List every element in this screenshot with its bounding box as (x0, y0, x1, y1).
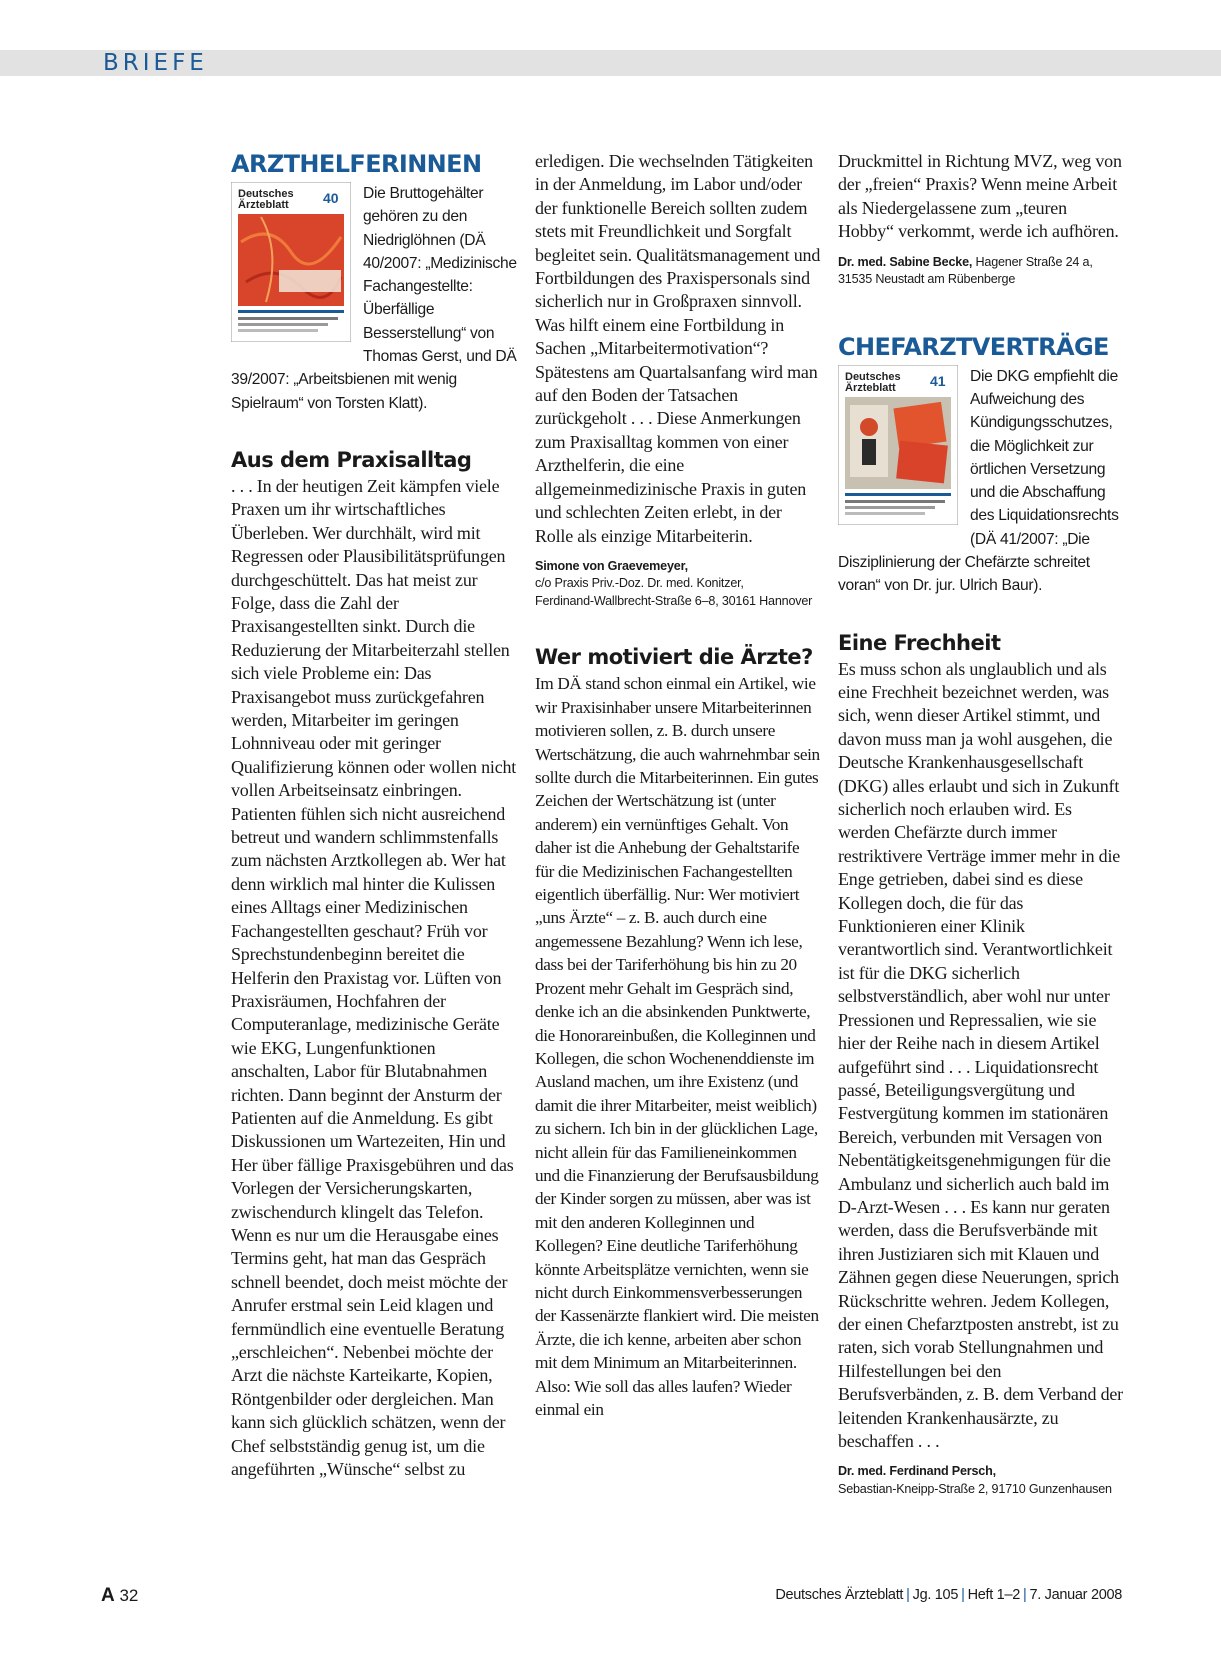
signature-address-line1: Sebastian-Kneipp-Straße 2, 91710 Gunzenhausen (838, 1481, 1112, 1496)
journal-date: 7. Januar 2008 (1029, 1587, 1122, 1603)
signature-address-line1: Hagener Straße 24 a, (972, 254, 1093, 269)
signature-name: Dr. med. Sabine Becke, (838, 254, 973, 269)
column-3 (838, 150, 1125, 1498)
letter-body-continued: Druckmittel in Richtung MVZ, weg von der „freien“ Praxis? Wenn meine Arbeit als Niedergelassene zum „teuren Hobby“ verkommt, werde ich aufhören. (838, 151, 1122, 242)
footer-citation: Deutsches Ärzteblatt | Jg. 105 | Heft 1–2 | 7. Januar 2008 (775, 1587, 1122, 1603)
letter-body-continued: erledigen. Die wechselnden Tätigkeiten in der Anmeldung, im Labor und/oder der funktionelle Bereich sollten zudem stets mit Freundlichkeit und Sorgfalt begleitet sein. Qualitätsmanagement und Fortbildungen des Praxispersonals sind sicherlich nur in Großpraxen sinnvoll. Was hilft einem eine Fortbildung in Sachen „Mitarbeitermotivation“? Spätestens am Quartalsanfang wird man auf den Boden der Tatsachen zurückgeholt . . . Diese Anmerkungen zum Praxisalltag kommen von einer Arzthelferin, die eine allgemeinmedizinische Praxis in guten und schlechten Zeiten erlebt, in der Rolle als einzige Mitarbeiterin. (535, 151, 821, 546)
letter-body-text: Im DÄ stand schon einmal ein Artikel, wie wir Praxisinhaber unsere Mitarbeiterinnen motivieren sollen, z. B. durch unsere Wertschätzung, die auch wahrnehmbar sein sollte durch die Mitarbeiterinnen. Ein gutes Zeichen der Wertschätzung ist (unter anderem) ein vernünftiges Gehalt. Von daher ist die Anhebung der Gehaltstarife für die Medizinischen Fachangestellten eigentlich überfällig. Nur: Wer motiviert „uns Ärzte“ – z. B. auch durch eine angemessene Bezahlung? Wenn ich lese, dass bei der Tariferhöhung bis hin zu 20 Prozent mehr Gehalt im Gespräch sind, denke ich an die absinkenden Punktwerte, die Honorareinbußen, die Kolleginnen und Kollegen, die schon Wochenenddienste im Ausland machen, um ihre Existenz (und damit die ihrer Mitarbeiter, meist weiblich) zu sichern. Ich bin in der glücklichen Lage, nicht allein für das Familieneinkommen und die Finanzierung der Berufsausbildung der Kinder sorgen zu müssen, aber was ist mit den anderen Kolleginnen und Kollegen? Eine deutliche Tariferhöhung könnte Arbeitsplätze vernichten, wenn sie nicht durch Einkommensverbesserungen der Kassenärzte flankiert wird. Die meisten Ärzte, die ich kenne, arbeiten aber schon mit dem Minimum an Mitarbeiterinnen. Also: Wie soll das alles laufen? Wieder einmal ein (535, 674, 820, 1419)
cover-issue-number: 41 (930, 372, 946, 389)
letter-body-text: Es muss schon als unglaublich und als eine Frechheit bezeichnet werden, was sich, wenn dieser Artikel stimmt, und davon muss man ja wohl ausgehen, die Deutsche Krankenhausgesellschaft (DKG) alles erlaubt und sich in Zukunft sicherlich noch erlauben wird. Es werden Chefärzte durch immer restriktivere Verträge immer mehr in die Enge getrieben, dabei sind es diese Kollegen doch, die für das Funktionieren einer Klinik verantwortlich sind. Verantwortlichkeit ist für die DKG sicherlich selbstverständlich, aber wohl nur unter Pressionen und Repressalien, wie sie hier der Reihe nach in diesem Artikel aufgeführt sind . . . Liquidationsrecht passé, Beteiligungsvergütung und Festvergütung kommen im stationären Bereich, verbunden mit Versagen von Nebentätigkeitsgenehmigungen für die Ambulanz und sicherlich auch bald im D-Arzt-Wesen . . . Es kann nur geraten werden, dass die Berufsverbände mit ihren Justiziaren sich mit Klauen und Zähnen gegen diese Neuerungen, sprich Rückschritte wehren. Jedem Kollegen, der einen Chefarztposten anstrebt, ist zu raten, sich vorab Stellungnahmen und Hilfestellungen bei den Berufsverbänden, z. B. dem Verband der leitenden Krankenhausärzte, zu beschaffen . . . (838, 658, 1123, 1451)
signature-address-line2: Ferdinand-Wallbrecht-Straße 6–8, 30161 Hannover (535, 593, 813, 608)
article-intro-text: Die DKG empfiehlt die Aufweichung des Kündigungsschutzes, die Möglichkeit zur örtlichen Versetzung und die Abschaffung des Liquidationsrechts (DÄ 41/2007: „Die Disziplinierung der Chefärzte schreitet voran“ von Dr. jur. Ulrich Baur). (838, 367, 1119, 595)
magazine-cover-thumbnail (838, 365, 958, 525)
page-number (101, 1585, 138, 1607)
journal-issue: Heft 1–2 (967, 1587, 1020, 1603)
cover-title-line2: Ärzteblatt (845, 381, 896, 394)
letter-title-praxisalltag: Aus dem Praxisalltag (231, 447, 472, 472)
signature-address-line2: 31535 Neustadt am Rübenberge (838, 272, 1016, 287)
letter-title-motiviert: Wer motiviert die Ärzte? (535, 645, 813, 670)
letter-body-text: . . . In der heutigen Zeit kämpfen viele Praxen um ihr wirtschaftliches Überleben. Wer durchhält, wird mit Regressen oder Plausibilitätsprüfungen durchgeschüttelt. Das hat meist zur Folge, dass die Zahl der Praxisangestellten sinkt. Durch die Reduzierung der Mitarbeiterzahl stellen sich viele Probleme ein: Das Praxisangebot muss zurückgefahren werden, Mitarbeiter im geringen Lohnniveau oder mit geringer Qualifizierung können oder wollen nicht vollen Arbeitseinsatz einbringen. Patienten fühlen sich nicht ausreichend betreut und wandern schlimmstenfalls zum nächsten Arztkollegen ab. Wer hat denn wirklich mal hinter die Kulissen eines Alltags einer Medizinischen Fachangestellten geschaut? Früh vor Sprechstundenbeginn bereitet die Helferin den Praxistag vor. Lüften von Praxisräumen, Hochfahren der Computeranlage, medizinische Geräte wie EKG, Lungenfunktionen anschalten, Labor für Blutabnahmen richten. Dann beginnt der Ansturm der Patienten auf die Anmeldung. Es gibt Diskussionen um Wartezeiten, Hin und Her über fällige Praxisgebühren und das Vorlegen der Versicherungskarten, zwischendurch klingelt das Telefon. Wenn es nur um die Herausgabe eines Termins geht, hat man das Gespräch schnell beendet, doch meist möchte der Anrufer erstmal sein Leid klagen und fernmündlich eine eventuelle Beratung „erschleichen“. Nebenbei möchte der Arzt die nächste Karteikarte, Kopien, Röntgenbilder oder dergleichen. Man kann sich glücklich schätzen, wenn der Chef selbstständig genug ist, um die angeführten „Wünsche“ selbst zu (231, 475, 517, 1480)
page-number-value: 32 (119, 1586, 139, 1605)
letter-title-frechheit: Eine Frechheit (838, 630, 1001, 655)
journal-volume: Jg. 105 (912, 1587, 959, 1603)
journal-name: Deutsches Ärzteblatt (775, 1587, 904, 1603)
magazine-cover-thumbnail (231, 182, 351, 342)
cover-issue-number: 40 (323, 190, 339, 206)
cover-title-line2: Ärzteblatt (238, 199, 289, 211)
letter-signature (838, 254, 1125, 289)
cover-title-line1: Deutsches (845, 370, 901, 383)
column-1 (231, 150, 518, 1481)
signature-name: Dr. med. Ferdinand Persch, (838, 1464, 996, 1479)
signature-address-line1: c/o Praxis Priv.-Doz. Dr. med. Konitzer, (535, 576, 744, 591)
signature-name: Simone von Graevemeyer, (535, 558, 688, 573)
article-intro-text: Die Bruttogehälter gehören zu den Niedriglöhnen (DÄ 40/2007: „Medizinische Fachangestellte: Überfällige Besserstellung“ von Thomas Gerst, und DÄ 39/2007: „Arbeitsbienen mit wenig Spielraum“ von Torsten Klatt). (231, 185, 517, 412)
letter-signature (535, 558, 821, 611)
section-label: BRIEFE (103, 50, 208, 76)
column-2 (535, 150, 821, 1421)
cover-title-line1: Deutsches (238, 188, 294, 200)
page-prefix: A (101, 1585, 115, 1606)
section-heading-chefarztvertraege: CHEFARZTVERTRÄGE (838, 332, 1109, 361)
letter-signature (838, 1463, 1125, 1498)
section-heading-arzthelferinnen: ARZTHELFERINNEN (231, 150, 482, 178)
